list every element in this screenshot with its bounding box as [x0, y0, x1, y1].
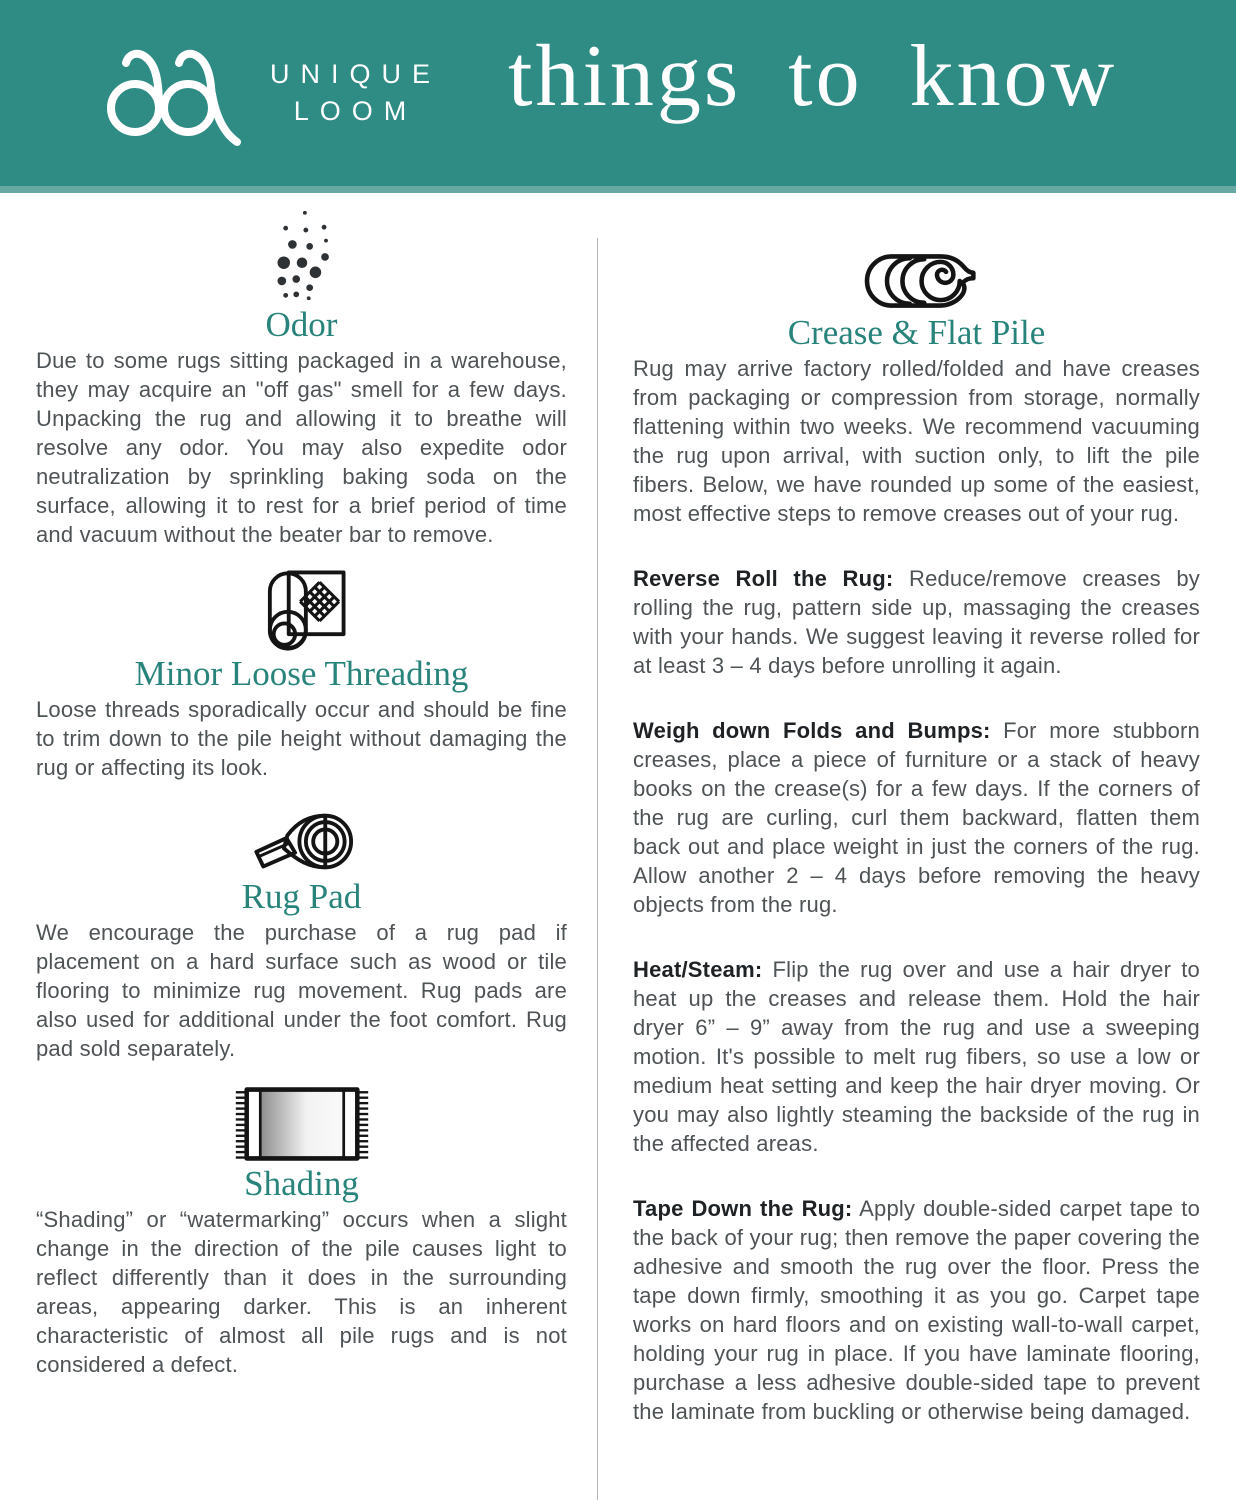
- brand-line1: UNIQUE: [270, 59, 442, 89]
- unique-loom-logo-icon: [102, 34, 254, 152]
- section-shading: [36, 1085, 567, 1379]
- page-title: things to know: [508, 28, 1118, 125]
- tip-body: Apply double-sided carpet tape to the back of your rug; then remove the paper covering the adhesive and smooth the rug over the floor. Press the tape down firmly, smoothing it as you go. Carpet tape works on hard floors and on existing wall-to-wall carpet, holding your rug in place. If you have laminate flooring, purchase a less adhesive double-sided tape to prevent the laminate from buckling or otherwise being damaged.: [633, 1196, 1201, 1424]
- tip-tape-down: [633, 1194, 1200, 1426]
- section-heading-threading: Minor Loose Threading: [134, 654, 469, 693]
- section-body-rug-pad: We encourage the purchase of a rug pad if placement on a hard surface such as wood or tile flooring to minimize rug movement. Rug pads are also used for additional under the foot comfort. Rug pad sold separately.: [36, 920, 567, 1061]
- section-body-crease: Rug may arrive factory rolled/folded and have creases from packaging or compression from storage, normally flattening within two weeks. We recommend vacuuming the rug upon arrival, with suction only, to lift the pile fibers. Below, we have rounded up some of the easiest, most effective steps to remove creases out of your rug.: [633, 356, 1200, 526]
- tip-heat-steam: [633, 955, 1200, 1158]
- section-heading-shading: Shading: [244, 1164, 359, 1203]
- content: [0, 193, 1236, 1500]
- tip-reverse-roll: [633, 564, 1200, 680]
- section-heading-odor: Odor: [265, 305, 338, 344]
- tip-body: Flip the rug over and use a hair dryer to heat up the creases and release them. Hold the hair dryer 6” – 9” away from the rug and use a sweeping motion. It's possible to melt rug fibers, so use a low or medium heat setting and keep the hair dryer moving. Or you may also lightly steaming the backside of the rug in the affected areas.: [633, 957, 1200, 1156]
- tip-label: Weigh down Folds and Bumps:: [633, 718, 991, 743]
- right-column: [598, 193, 1236, 1500]
- brand: [102, 34, 441, 152]
- tip-weigh-down: [633, 716, 1200, 919]
- tip-label: Heat/Steam:: [633, 957, 763, 982]
- tip-label: Reverse Roll the Rug:: [633, 566, 894, 591]
- tip-label: Tape Down the Rug:: [633, 1196, 853, 1221]
- header-accent-strip: [0, 186, 1236, 193]
- shaded-rug-icon: [234, 1085, 370, 1163]
- section-rug-pad: [36, 807, 567, 1063]
- section-body-threading: Loose threads sporadically occur and should be fine to trim down to the pile height without damaging the rug or affecting its look.: [36, 697, 567, 780]
- rug-pad-roll-icon: [246, 807, 358, 876]
- header-banner: [0, 0, 1236, 186]
- section-heading-crease: Crease & Flat Pile: [787, 313, 1046, 352]
- section-body-odor: Due to some rugs sitting packaged in a warehouse, they may acquire an "off gas" smell for a few days. Unpacking the rug and allowing it to breathe will resolve any odor. You may also expedite odor neutralization by sprinkling baking soda on the surface, allowing it to rest for a brief period of time and vacuum without the beater bar to remove.: [36, 348, 567, 547]
- section-body-shading: “Shading” or “watermarking” occurs when a slight change in the direction of the pile causes light to reflect differently than it does in the surrounding areas, appearing darker. This is an inherent characteristic of almost all pile rugs and is not considered a defect.: [36, 1207, 567, 1377]
- sprinkle-dots-icon: [270, 208, 334, 304]
- tip-body: For more stubborn creases, place a piece of furniture or a stack of heavy books on the crease(s) for a few days. If the corners of the rug are curling, curl them backward, flatten them back out and place weight in just the corners of the rug. Allow another 2 – 4 days before removing the heavy objects from the rug.: [633, 718, 1200, 917]
- brand-name: [270, 56, 441, 130]
- brand-line2: LOOM: [293, 96, 418, 126]
- section-odor: [36, 208, 567, 549]
- section-minor-loose-threading: [36, 557, 567, 782]
- rolled-rug-crosshatch-icon: [252, 557, 352, 653]
- left-column: [0, 193, 597, 1500]
- rolled-rug-side-icon: [857, 250, 977, 312]
- tip-body: Reduce/remove creases by rolling the rug, pattern side up, massaging the creases with your hands. We suggest leaving it reverse rolled for at least 3 – 4 days before unrolling it again.: [633, 566, 1200, 678]
- section-crease-flat-pile: [633, 250, 1200, 528]
- section-heading-rug-pad: Rug Pad: [241, 877, 362, 916]
